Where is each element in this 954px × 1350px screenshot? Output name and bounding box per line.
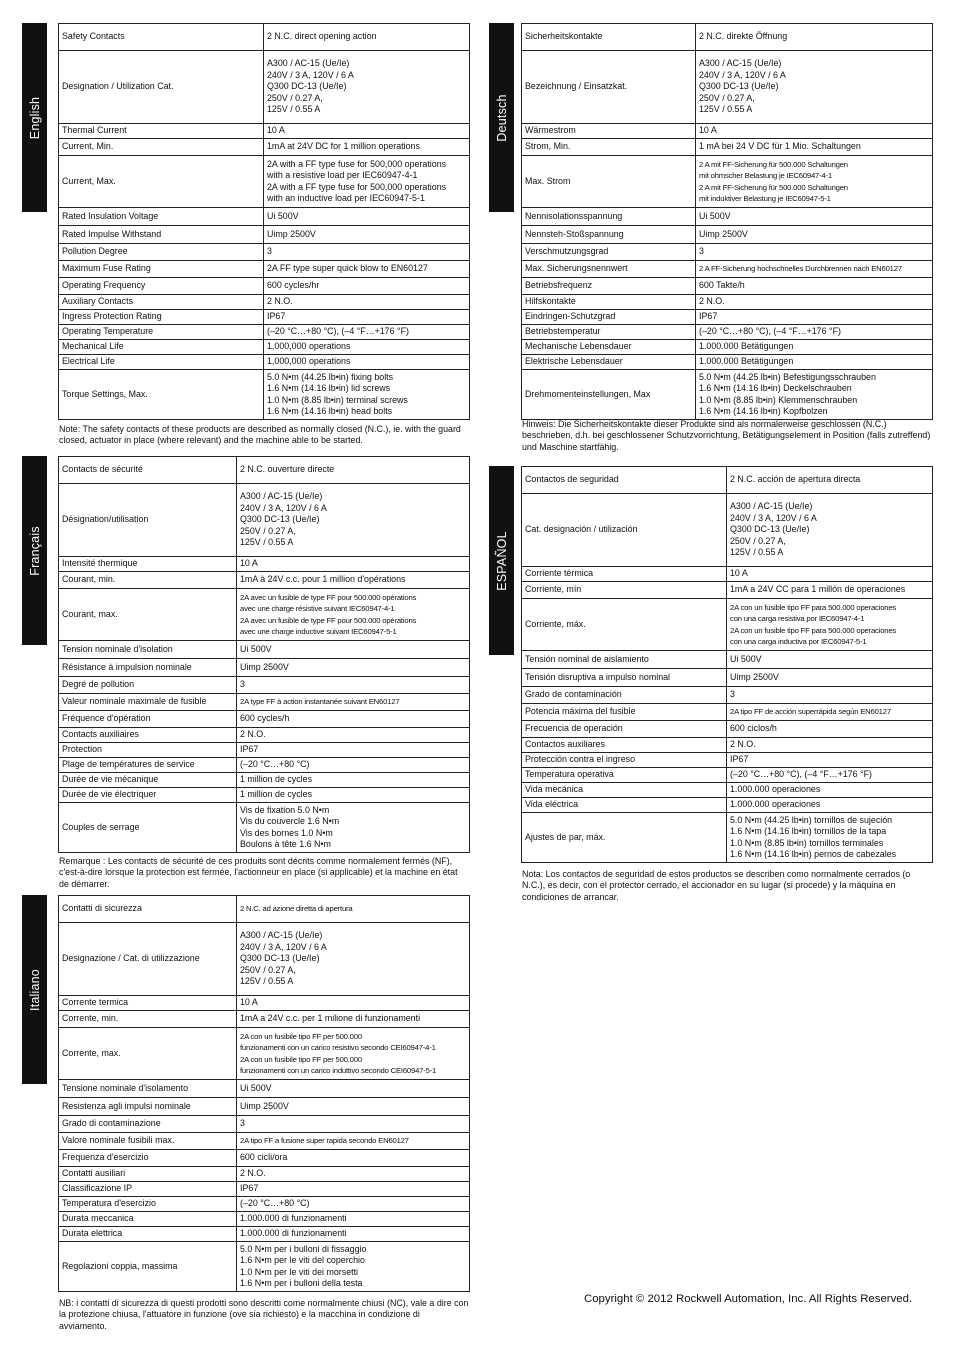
- table-row: [59, 1197, 470, 1212]
- spec-label: Durata elettrica: [59, 1227, 237, 1242]
- language-tab-label: Français: [27, 525, 42, 576]
- table-row: [59, 295, 470, 310]
- table-row: [59, 370, 470, 420]
- spec-value: 1,000,000 operations: [264, 355, 470, 370]
- spec-label: Durata meccanica: [59, 1212, 237, 1227]
- spec-label: Betriebstemperatur: [522, 325, 696, 340]
- table-row: [59, 325, 470, 340]
- spec-label: Frequenza d'esercizio: [59, 1150, 237, 1167]
- spec-label: Degré de pollution: [59, 677, 237, 694]
- spec-value: 3: [237, 1116, 470, 1133]
- table-row: [59, 923, 470, 996]
- table-row: [59, 1116, 470, 1133]
- copyright-notice: Copyright © 2012 Rockwell Automation, Inc. All Rights Reserved.: [584, 1293, 913, 1305]
- spec-value: 1 million de cycles: [237, 788, 470, 803]
- table-row: [59, 758, 470, 773]
- table-row: [522, 721, 933, 738]
- spec-label: Tensión disruptiva a impulso nominal: [522, 669, 727, 687]
- language-tab-espanol: [489, 466, 514, 655]
- spec-value: IP67: [237, 1182, 470, 1197]
- spec-label: Betriebsfrequenz: [522, 278, 696, 295]
- spec-value: 1.000.000 Betätigungen: [696, 355, 933, 370]
- spec-value: 2 N.C. acción de apertura directa: [727, 467, 933, 494]
- spec-value: 1mA à 24V c.c. pour 1 million d'opérations: [237, 572, 470, 589]
- table-row: [59, 677, 470, 694]
- table-row: [522, 226, 933, 244]
- spec-value: (–20 °C…+80 °C), (–4 °F…+176 °F): [696, 325, 933, 340]
- table-row: [522, 244, 933, 261]
- spec-value: Uimp 2500V: [237, 659, 470, 677]
- table-row: [522, 582, 933, 599]
- spec-value: A300 / AC-15 (Ue/Ie) 240V / 3 A, 120V / 6 A Q300 DC-13 (Ue/Ie) 250V / 0.27 A, 125V / 0.55 A: [727, 494, 933, 567]
- table-row: [522, 278, 933, 295]
- spec-value: 2 N.C. ouverture directe: [237, 457, 470, 484]
- table-row: [59, 896, 470, 923]
- language-tab-label: ESPAÑOL: [494, 530, 509, 591]
- table-row: [59, 711, 470, 728]
- spec-label: Max. Strom: [522, 156, 696, 208]
- spec-value: A300 / AC-15 (Ue/Ie) 240V / 3 A, 120V / 6 A Q300 DC-13 (Ue/Ie) 250V / 0.27 A, 125V / 0.55 A: [696, 51, 933, 124]
- spec-value: 2 N.C. direct opening action: [264, 24, 470, 51]
- spec-label: Tensión nominal de aislamiento: [522, 651, 727, 669]
- spec-label: Designation / Utilization Cat.: [59, 51, 264, 124]
- table-row: [59, 484, 470, 557]
- spec-value: (–20 °C…+80 °C): [237, 758, 470, 773]
- table-row: [59, 1212, 470, 1227]
- spec-value: 10 A: [237, 996, 470, 1011]
- spec-value: A300 / AC-15 (Ue/Ie) 240V / 3 A, 120V / 6 A Q300 DC-13 (Ue/Ie) 250V / 0.27 A, 125V / 0.55 A: [264, 51, 470, 124]
- spec-value: A300 / AC-15 (Ue/Ie) 240V / 3 A, 120V / 6 A Q300 DC-13 (Ue/Ie) 250V / 0.27 A, 125V / 0.55 A: [237, 484, 470, 557]
- table-row: [59, 589, 470, 641]
- spec-value: 1,000,000 operations: [264, 340, 470, 355]
- spec-value: 2 N.O.: [237, 728, 470, 743]
- spec-value: 2 N.O.: [237, 1167, 470, 1182]
- spec-value: 2 N.C. ad azione diretta di apertura: [237, 896, 470, 923]
- table-row: [522, 768, 933, 783]
- spec-value: Uimp 2500V: [237, 1098, 470, 1116]
- spec-label: Designazione / Cat. di utilizzazione: [59, 923, 237, 996]
- table-row: [59, 1098, 470, 1116]
- table-row: [522, 599, 933, 651]
- spec-label: Eindringen-Schutzgrad: [522, 310, 696, 325]
- spec-value: 2 N.C. direkte Öffnung: [696, 24, 933, 51]
- spec-value: 2 A FF-Sicherung hochschnelles Durchbrennen nach EN60127: [696, 261, 933, 278]
- language-tab-label: English: [27, 96, 42, 139]
- spec-value: 1.000.000 operaciones: [727, 798, 933, 813]
- spec-table-italiano: [58, 895, 470, 1292]
- spec-label: Contacts auxiliaires: [59, 728, 237, 743]
- spec-label: Regolazioni coppia, massima: [59, 1242, 237, 1292]
- spec-label: Max. Sicherungsnennwert: [522, 261, 696, 278]
- spec-label: Protection: [59, 743, 237, 758]
- spec-label: Maximum Fuse Rating: [59, 261, 264, 278]
- spec-value: 1.000.000 di funzionamenti: [237, 1212, 470, 1227]
- table-row: [522, 813, 933, 863]
- table-row: [59, 208, 470, 226]
- spec-value: 600 cycles/hr: [264, 278, 470, 295]
- table-row: [59, 278, 470, 295]
- language-tab-label: Italiano: [27, 968, 42, 1011]
- spec-value: 2A tipo FF a fusione super rapida secondo EN60127: [237, 1133, 470, 1150]
- table-row: [522, 467, 933, 494]
- spec-value: Ui 500V: [696, 208, 933, 226]
- spec-label: Operating Frequency: [59, 278, 264, 295]
- table-row: [59, 139, 470, 156]
- table-row: [522, 738, 933, 753]
- spec-label: Operating Temperature: [59, 325, 264, 340]
- spec-value: 5.0 N•m (44.25 lb•in) Befestigungsschrauben 1.6 N•m (14.16 lb•in) Deckelschrauben 1.0 N•m (8.85 lb•in) Klemmenschrauben 1.6 N•m (14.16 lb•in) Kopfbolzen: [696, 370, 933, 420]
- spec-value: 10 A: [237, 557, 470, 572]
- table-row: [522, 494, 933, 567]
- spec-label: Auxiliary Contacts: [59, 295, 264, 310]
- spec-value: 10 A: [696, 124, 933, 139]
- spec-value: 5.0 N•m (44.25 lb•in) tornillos de sujeción 1.6 N•m (14.16 lb•in) tornillos de la tapa 1.0 N•m (8.85 lb•in) tornillos terminales 1.6 N•m (14.16 lb•in) pernos de cabezales: [727, 813, 933, 863]
- spec-table-francais: [58, 456, 470, 853]
- table-row: [522, 753, 933, 768]
- spec-label: Durée de vie électriquer: [59, 788, 237, 803]
- table-row: [59, 743, 470, 758]
- table-row: [59, 124, 470, 139]
- table-row: [522, 325, 933, 340]
- spec-value: 3: [696, 244, 933, 261]
- table-row: [522, 310, 933, 325]
- spec-label: Vida eléctrica: [522, 798, 727, 813]
- spec-value: 2 N.O.: [696, 295, 933, 310]
- spec-label: Corrente, min.: [59, 1011, 237, 1028]
- spec-value: Ui 500V: [727, 651, 933, 669]
- table-row: [59, 261, 470, 278]
- table-row: [59, 457, 470, 484]
- table-row: [59, 1080, 470, 1098]
- spec-value: 1 million de cycles: [237, 773, 470, 788]
- table-row: [59, 1242, 470, 1292]
- spec-value: A300 / AC-15 (Ue/Ie) 240V / 3 A, 120V / 6 A Q300 DC-13 (Ue/Ie) 250V / 0.27 A, 125V / 0.55 A: [237, 923, 470, 996]
- spec-label: Temperatura operativa: [522, 768, 727, 783]
- spec-label: Thermal Current: [59, 124, 264, 139]
- spec-table-deutsch: [521, 23, 933, 420]
- table-row: [522, 208, 933, 226]
- table-row: [59, 1028, 470, 1080]
- spec-label: Current, Min.: [59, 139, 264, 156]
- spec-label: Verschmutzungsgrad: [522, 244, 696, 261]
- spec-value: 2A with a FF type fuse for 500,000 operations with a resistive load per IEC60947-4-1 2A with a FF type fuse for 500,000 operations with an inductive load per IEC60947-5-1: [264, 156, 470, 208]
- spec-label: Grado de contaminación: [522, 687, 727, 704]
- spec-label: Ingress Protection Rating: [59, 310, 264, 325]
- table-row: [59, 1133, 470, 1150]
- spec-label: Tensione nominale d'isolamento: [59, 1080, 237, 1098]
- spec-value: 5.0 N•m per i bulloni di fissaggio 1.6 N•m per le viti del coperchio 1.0 N•m per le viti dei morsetti 1.6 N•m per i bulloni della testa: [237, 1242, 470, 1292]
- language-tab-label: Deutsch: [494, 93, 509, 142]
- table-row: [59, 788, 470, 803]
- spec-value: (–20 °C…+80 °C): [237, 1197, 470, 1212]
- table-row: [59, 1182, 470, 1197]
- spec-value: IP67: [237, 743, 470, 758]
- spec-label: Ajustes de par, máx.: [522, 813, 727, 863]
- spec-value: 600 ciclos/h: [727, 721, 933, 738]
- spec-label: Nennsteh-Stoßspannung: [522, 226, 696, 244]
- spec-value: 1mA a 24V CC para 1 millón de operaciones: [727, 582, 933, 599]
- table-row: [59, 226, 470, 244]
- spec-value: 5.0 N•m (44.25 lb•in) fixing bolts 1.6 N•m (14.16 lb•in) lid screws 1.0 N•m (8.85 lb•in) terminal screws 1.6 N•m (14.16 lb•in) head bolts: [264, 370, 470, 420]
- note-english: Note: The safety contacts of these products are described as normally closed (N.C.), ie. with the guard closed, actuator in place (where relevant) and the machine able to be started.: [59, 424, 461, 446]
- spec-label: Contatti di sicurezza: [59, 896, 237, 923]
- table-row: [522, 567, 933, 582]
- table-row: [59, 24, 470, 51]
- spec-label: Contactos auxiliares: [522, 738, 727, 753]
- table-row: [59, 803, 470, 853]
- spec-label: Tension nominale d'isolation: [59, 641, 237, 659]
- note-italiano: NB: i contatti di sicurezza di questi prodotti sono descritti come normalmente chiusi (NC), vale a dire con la protezione chiusa, l'attuatore in funzione (ove sia richiesto) e la macchina in condizione di avviamento.: [59, 1298, 469, 1331]
- spec-table-espanol: [521, 466, 933, 863]
- spec-label: Safety Contacts: [59, 24, 264, 51]
- table-row: [522, 687, 933, 704]
- spec-label: Electrical Life: [59, 355, 264, 370]
- table-row: [522, 340, 933, 355]
- spec-label: Frecuencia de operación: [522, 721, 727, 738]
- spec-label: Valeur nominale maximale de fusible: [59, 694, 237, 711]
- spec-label: Plage de températures de service: [59, 758, 237, 773]
- spec-label: Drehmomenteinstellungen, Max: [522, 370, 696, 420]
- table-row: [59, 340, 470, 355]
- spec-label: Désignation/utilisation: [59, 484, 237, 557]
- table-row: [522, 669, 933, 687]
- spec-label: Rated Insulation Voltage: [59, 208, 264, 226]
- spec-value: 2A FF type super quick blow to EN60127: [264, 261, 470, 278]
- table-row: [522, 261, 933, 278]
- spec-value: 3: [727, 687, 933, 704]
- spec-label: Sicherheitskontakte: [522, 24, 696, 51]
- spec-label: Bezeichnung / Einsatzkat.: [522, 51, 696, 124]
- spec-label: Nennisolationsspannung: [522, 208, 696, 226]
- spec-label: Rated Impulse Withstand: [59, 226, 264, 244]
- spec-value: (–20 °C…+80 °C), (–4 °F…+176 °F): [727, 768, 933, 783]
- table-row: [522, 24, 933, 51]
- spec-label: Current, Max.: [59, 156, 264, 208]
- note-espanol: Nota: Los contactos de seguridad de estos productos se describen como normalmente cerrados (o N.C.), es decir, con el protector cerrado, el accionador en su lugar (si procede) y la máquina en condiciones de arrancar.: [522, 869, 911, 902]
- spec-label: Mechanical Life: [59, 340, 264, 355]
- table-row: [522, 139, 933, 156]
- spec-label: Pollution Degree: [59, 244, 264, 261]
- spec-value: Ui 500V: [237, 1080, 470, 1098]
- spec-value: 1 mA bei 24 V DC für 1 Mio. Schaltungen: [696, 139, 933, 156]
- spec-label: Hilfskontakte: [522, 295, 696, 310]
- spec-table-english: [58, 23, 470, 420]
- table-row: [522, 51, 933, 124]
- spec-value: 2A tipo FF de acción superrápida según EN60127: [727, 704, 933, 721]
- table-row: [522, 355, 933, 370]
- spec-label: Elektrische Lebensdauer: [522, 355, 696, 370]
- spec-label: Courant, max.: [59, 589, 237, 641]
- spec-value: 600 cycles/h: [237, 711, 470, 728]
- spec-value: Uimp 2500V: [264, 226, 470, 244]
- language-tab-deutsch: [489, 23, 514, 212]
- spec-label: Classificazione IP: [59, 1182, 237, 1197]
- spec-label: Mechanische Lebensdauer: [522, 340, 696, 355]
- spec-value: 3: [264, 244, 470, 261]
- spec-value: 600 cicli/ora: [237, 1150, 470, 1167]
- spec-label: Potencia máxima del fusible: [522, 704, 727, 721]
- spec-label: Protección contra el ingreso: [522, 753, 727, 768]
- table-row: [59, 244, 470, 261]
- spec-value: 2A type FF à action instantanée suivant EN60127: [237, 694, 470, 711]
- spec-label: Contacts de sécurité: [59, 457, 237, 484]
- table-row: [59, 659, 470, 677]
- spec-value: 10 A: [727, 567, 933, 582]
- spec-label: Valore nominale fusibili max.: [59, 1133, 237, 1150]
- spec-label: Resistenza agli impulsi nominale: [59, 1098, 237, 1116]
- spec-label: Wärmestrom: [522, 124, 696, 139]
- spec-value: 2A avec un fusible de type FF pour 500.000 opérations avec une charge résistive suivant IEC60947-4-1 2A avec un fusible de type FF pour 500.000 opérations avec une charge inductive suivant IEC60947-5-1: [237, 589, 470, 641]
- spec-value: 1mA at 24V DC for 1 million operations: [264, 139, 470, 156]
- table-row: [59, 1167, 470, 1182]
- language-tab-francais: [22, 456, 47, 645]
- spec-value: 1mA a 24V c.c. per 1 milione di funzionamenti: [237, 1011, 470, 1028]
- spec-value: Ui 500V: [237, 641, 470, 659]
- spec-value: IP67: [727, 753, 933, 768]
- spec-value: 3: [237, 677, 470, 694]
- table-row: [522, 156, 933, 208]
- spec-value: IP67: [264, 310, 470, 325]
- table-row: [522, 295, 933, 310]
- spec-label: Cat. designación / utilización: [522, 494, 727, 567]
- table-row: [59, 641, 470, 659]
- spec-value: (–20 °C…+80 °C), (–4 °F…+176 °F): [264, 325, 470, 340]
- table-row: [522, 370, 933, 420]
- table-row: [59, 1227, 470, 1242]
- spec-value: 2 N.O.: [727, 738, 933, 753]
- table-row: [59, 51, 470, 124]
- spec-value: 1.000.000 Betätigungen: [696, 340, 933, 355]
- spec-value: 2A con un fusible tipo FF para 500.000 operaciones con una carga resistiva por IEC60947-4-1 2A con un fusible tipo FF para 500.000 operaciones con una carga inductiva por IEC60947-5-1: [727, 599, 933, 651]
- spec-value: Ui 500V: [264, 208, 470, 226]
- spec-label: Fréquence d'opération: [59, 711, 237, 728]
- table-row: [522, 124, 933, 139]
- spec-value: 2 A mit FF-Sicherung für 500.000 Schaltungen mit ohmscher Belastung je IEC60947-4-1 2 A mit FF-Sicherung für 500.000 Schaltungen mit induktiver Belastung je IEC60947-5-1: [696, 156, 933, 208]
- spec-label: Vida mecánica: [522, 783, 727, 798]
- spec-label: Corrente termica: [59, 996, 237, 1011]
- spec-label: Résistance à impulsion nominale: [59, 659, 237, 677]
- table-row: [59, 996, 470, 1011]
- spec-value: Uimp 2500V: [696, 226, 933, 244]
- spec-label: Courant, min.: [59, 572, 237, 589]
- spec-label: Intensité thermique: [59, 557, 237, 572]
- table-row: [59, 773, 470, 788]
- spec-label: Durée de vie mécanique: [59, 773, 237, 788]
- spec-value: Vis de fixation 5.0 N•m Vis du couvercle 1.6 N•m Vis des bornes 1.0 N•m Boulons à tête 1.6 N•m: [237, 803, 470, 853]
- table-row: [59, 557, 470, 572]
- spec-label: Corriente térmica: [522, 567, 727, 582]
- note-francais: Remarque : Les contacts de sécurité de ces produits sont décrits comme normalement fermés (NF), c'est-à-dire lorsque la protection est fermée, l'actionneur en place (si applicable) et la machine en état de démarrer.: [59, 856, 458, 889]
- spec-value: 2A con un fusibile tipo FF per 500.000 funzionamenti con un carico resistivo secondo CEI60947-4-1 2A con un fusibile tipo FF per 500.000 funzionamenti con un carico induttivo secondo CEI60947-5-1: [237, 1028, 470, 1080]
- table-row: [522, 783, 933, 798]
- spec-label: Torque Settings, Max.: [59, 370, 264, 420]
- spec-label: Contatti ausiliari: [59, 1167, 237, 1182]
- spec-label: Corriente, máx.: [522, 599, 727, 651]
- spec-label: Temperatura d'esercizio: [59, 1197, 237, 1212]
- table-row: [522, 651, 933, 669]
- table-row: [522, 798, 933, 813]
- spec-label: Grado di contaminazione: [59, 1116, 237, 1133]
- spec-value: 2 N.O.: [264, 295, 470, 310]
- spec-value: 1.000.000 operaciones: [727, 783, 933, 798]
- spec-value: 600 Takte/h: [696, 278, 933, 295]
- table-row: [59, 694, 470, 711]
- spec-value: Uimp 2500V: [727, 669, 933, 687]
- table-row: [59, 572, 470, 589]
- spec-label: Contactos de seguridad: [522, 467, 727, 494]
- language-tab-english: [22, 23, 47, 212]
- spec-value: 1.000.000 di funzionamenti: [237, 1227, 470, 1242]
- table-row: [59, 1150, 470, 1167]
- spec-label: Strom, Min.: [522, 139, 696, 156]
- spec-label: Corriente, mín: [522, 582, 727, 599]
- table-row: [59, 355, 470, 370]
- language-tab-italiano: [22, 895, 47, 1084]
- note-deutsch: Hinweis: Die Sicherheitskontakte dieser Produkte sind als normalerweise geschlossen (N.C.) beschrieben, d.h. bei geschlossener Schutzvorrichtung, Betätigungselement in Position (falls zutreffend) und Maschine startfähig.: [522, 419, 931, 452]
- table-row: [59, 728, 470, 743]
- table-row: [59, 156, 470, 208]
- table-row: [522, 704, 933, 721]
- spec-value: 10 A: [264, 124, 470, 139]
- table-row: [59, 310, 470, 325]
- spec-label: Corrente, max.: [59, 1028, 237, 1080]
- spec-label: Couples de serrage: [59, 803, 237, 853]
- table-row: [59, 1011, 470, 1028]
- spec-value: IP67: [696, 310, 933, 325]
